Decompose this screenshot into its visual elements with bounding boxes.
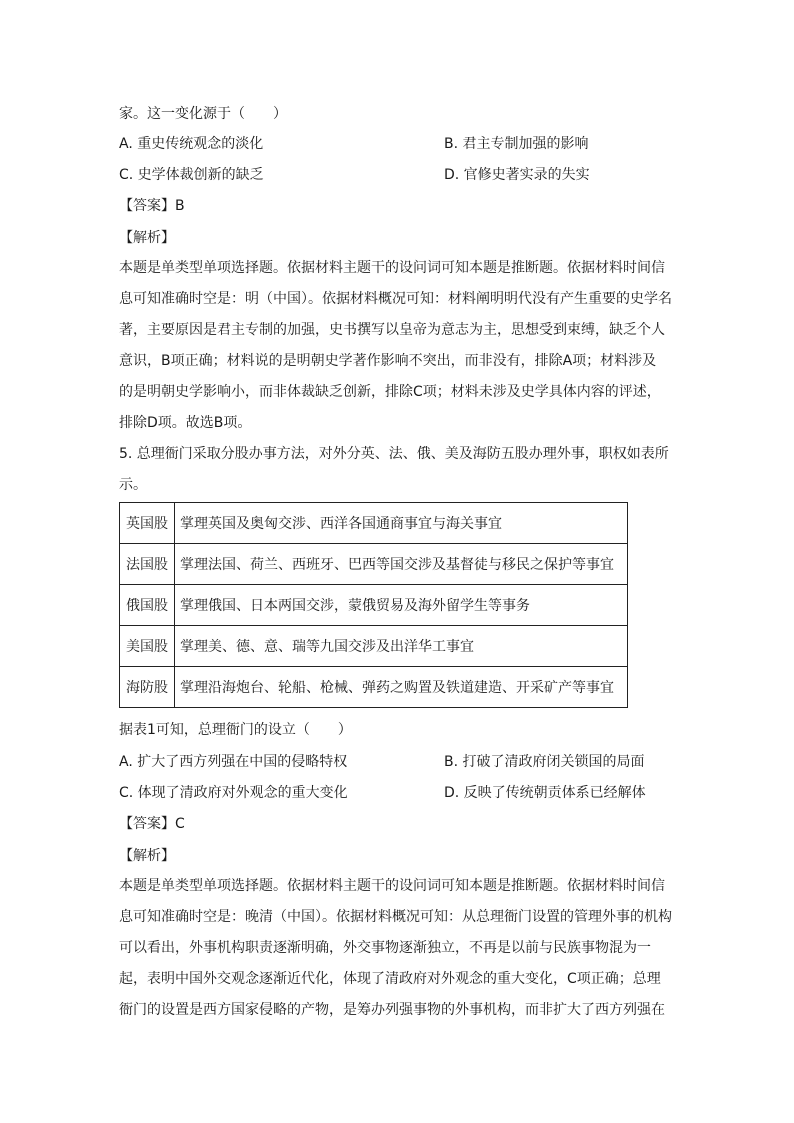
table-row [120,544,628,585]
table-cell-duty: 掌理俄国、日本两国交涉，蒙俄贸易及海外留学生等事务 [175,585,628,626]
q5-duty-table [119,502,628,708]
q4-analysis-line: 本题是单类型单项选择题。依据材料主题干的设问词可知本题是推断题。依据材料时间信 [119,260,665,276]
q5-analysis-line: 起，表明中国外交观念逐渐近代化，体现了清政府对外观念的重大变化，C项正确；总理 [119,971,661,987]
q4-analysis-line: 的是明朝史学影响小，而非体裁缺乏创新，排除C项；材料未涉及史学具体内容的评述， [119,384,661,400]
q5-analysis-line: 本题是单类型单项选择题。依据材料主题干的设问词可知本题是推断题。依据材料时间信 [119,878,665,894]
q5-stem-line: 示。 [119,477,147,493]
q4-analysis-line: 意识，B项正确；材料说的是明朝史学著作影响不突出，而非没有，排除A项；材料涉及 [119,353,657,369]
table-cell-duty: 掌理沿海炮台、轮船、枪械、弹药之购置及铁道建造、开采矿产等事宜 [175,667,628,708]
q4-analysis-title: 【解析】 [119,230,175,246]
table-cell-name: 俄国股 [120,585,175,626]
q4-answer: 【答案】B [119,198,185,214]
q4-option-d: D. 官修史著实录的失实 [444,167,590,183]
q4-option-b: B. 君主专制加强的影响 [444,136,589,152]
table-cell-duty: 掌理法国、荷兰、西班牙、巴西等国交涉及基督徒与移民之保护等事宜 [175,544,628,585]
table-cell-name: 美国股 [120,626,175,667]
q5-analysis-line: 可以看出，外事机构职责逐渐明确，外交事物逐渐独立，不再是以前与民族事物混为一 [119,940,651,956]
q4-analysis-line: 排除D项。故选B项。 [119,415,252,431]
table-row [120,503,628,544]
q5-analysis-title: 【解析】 [119,848,175,864]
table-cell-name: 英国股 [120,503,175,544]
q5-question: 据表1可知，总理衙门的设立（ ） [119,722,352,738]
table-row [120,626,628,667]
table-row [120,667,628,708]
q5-option-a: A. 扩大了西方列强在中国的侵略特权 [119,754,348,770]
q5-answer: 【答案】C [119,816,185,832]
q4-option-a: A. 重史传统观念的淡化 [119,136,264,152]
q5-analysis-line: 息可知准确时空是：晚清（中国）。依据材料概况可知：从总理衙门设置的管理外事的机构 [119,909,672,925]
table-cell-duty: 掌理美、德、意、瑞等九国交涉及出洋华工事宜 [175,626,628,667]
table-row [120,585,628,626]
q5-option-d: D. 反映了传统朝贡体系已经解体 [444,785,646,801]
q5-analysis-line: 衙门的设置是西方国家侵略的产物，是筹办列强事物的外事机构，而非扩大了西方列强在 [119,1002,665,1018]
q5-option-c: C. 体现了清政府对外观念的重大变化 [119,785,348,801]
q4-stem-tail: 家。这一变化源于（ ） [119,106,287,122]
q4-analysis-line: 息可知准确时空是：明（中国）。依据材料概况可知：材料阐明明代没有产生重要的史学名 [119,291,672,307]
q5-stem-line: 5. 总理衙门采取分股办事方法，对外分英、法、俄、美及海防五股办理外事，职权如表所 [119,446,669,462]
table-cell-duty: 掌理英国及奥匈交涉、西洋各国通商事宜与海关事宜 [175,503,628,544]
q5-option-b: B. 打破了清政府闭关锁国的局面 [444,754,645,770]
table-cell-name: 法国股 [120,544,175,585]
q4-analysis-line: 著，主要原因是君主专制的加强，史书撰写以皇帝为意志为主，思想受到束缚，缺乏个人 [119,322,665,338]
table-cell-name: 海防股 [120,667,175,708]
q4-option-c: C. 史学体裁创新的缺乏 [119,167,264,183]
